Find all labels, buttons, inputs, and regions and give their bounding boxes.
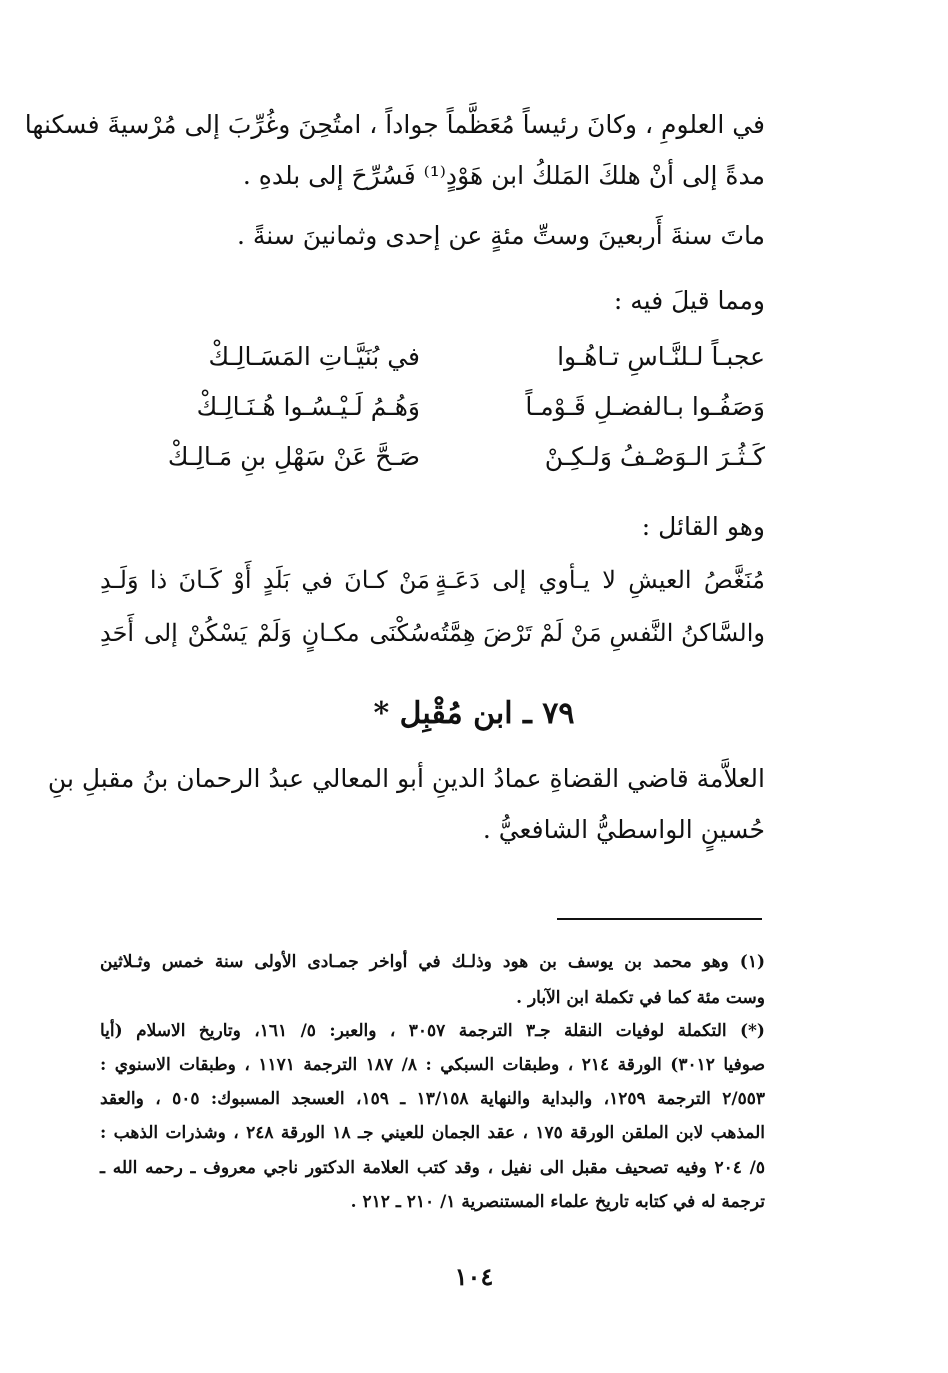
footnote-line: (*) التكملة لوفيات النقلة جـ٣ الترجمة ٣٠٥٧ ، والعبر: ٥/ ١٦١، وتاريخ الاسلام (أيا [100,1021,765,1041]
poem2-verse-1-second: مَنْ كـانَ في بَلَدٍ أَوْ كَـانَ ذا وَلَـدِ [100,566,430,594]
poem1-verse-2-first: وَصَفُـوا بـالفضـلِ قَـوْمـاً [525,392,765,421]
paragraph-line-2: حُسينٍ الواسطيُّ الشافعيُّ . [482,815,765,844]
footnote-line: ٢/٥٥٣ الترجمة ١٢٥٩، والبداية والنهاية ١٣/١٥٨ ـ ١٥٩، العسجد المسبوك: ٥٠٥ ، والعقد [100,1089,765,1109]
death-line: ماتَ سنةَ أَربعينَ وستِّ مئةٍ عن إحدى وثمانينَ سنةً . [237,221,765,250]
poem-intro: ومما قيلَ فيه : [613,286,765,315]
poem2-verse-2-second: سُكْنَى مكـانٍ وَلَمْ يَسْكُنْ إلى أَحَدِ [100,619,430,647]
poem1-verse-3-first: كَـثُـرَ الـوَصْـفُ وَلـكِـنْ [544,442,765,471]
section-heading: ٧٩ ـ ابن مُقْبِل * [373,696,575,731]
footnote-line: وست مئة كما في تكملة ابن الآبار . [516,988,765,1008]
poem1-verse-3-second: صَـحَّ عَنْ سَهْلِ بنِ مَـالِـكْ [167,442,420,471]
footnote-line: المذهب لابن الملقن الورقة ١٧٥ ، عقد الجمان للعيني جـ ١٨ الورقة ٢٤٨ ، وشذرات الذهب : [100,1123,765,1143]
poem2-verse-1-first: مُنَغَّصُ العيشِ لا يـأوي إلى دَعَـةٍ [435,566,765,594]
footnote-line: ٥/ ٢٠٤ وفيه تصحيف مقبل الى نفيل ، وقد كتب العلامة الدكتور ناجي معروف ـ رحمه الله ـ [100,1158,765,1178]
paragraph-line-2: مدةً إلى أنْ هلكَ المَلكُ ابن هَوْدٍ⁽¹⁾ فَسُرِّحَ إلى بلدهِ . [242,161,765,190]
footnote-separator [557,918,762,920]
footnote-line: (١) وهو محمد بن يوسف بن هود وذلـك في أواخر جمـادى الأولى سنة خمس وثـلاثين [100,952,765,972]
poem1-verse-2-second: وَهُـمُ لَـيْـسُـوا هُـنَـالِـكْ [196,392,420,421]
poem-intro: وهو القائل : [641,512,765,541]
poem1-verse-1-second: في بُنَيَّـاتِ المَسَـالِـكْ [208,342,420,371]
poem2-verse-2-first: والسَّاكنُ النَّفسِ مَنْ لَمْ تَرْضَ هِمَّتُه [428,619,765,647]
footnote-line: ترجمة له في كتابه تاريخ علماء المستنصرية ١/ ٢١٠ ـ ٢١٢ . [350,1192,765,1212]
page-number: ١٠٤ [454,1262,494,1291]
poem1-verse-1-first: عجبـاً لـلنَّـاسِ تـاهُـوا [557,342,765,371]
footnote-line: صوفيا ٣٠١٢) الورقة ٢١٤ ، وطبقات السبكي : ٨/ ١٨٧ الترجمة ١١٧١ ، وطبقات الاسنوي : [100,1055,766,1075]
paragraph-line-1: في العلومِ ، وكانَ رئيساً مُعَظَّماً جواداً ، امتُحِنَ وغُرِّبَ إلى مُرْسيةَ فسكنها [24,110,765,139]
paragraph-line-1: العلاَّمة قاضي القضاةِ عمادُ الدينِ أبو المعالي عبدُ الرحمان بنُ مقبلِ بنِ [47,764,765,793]
